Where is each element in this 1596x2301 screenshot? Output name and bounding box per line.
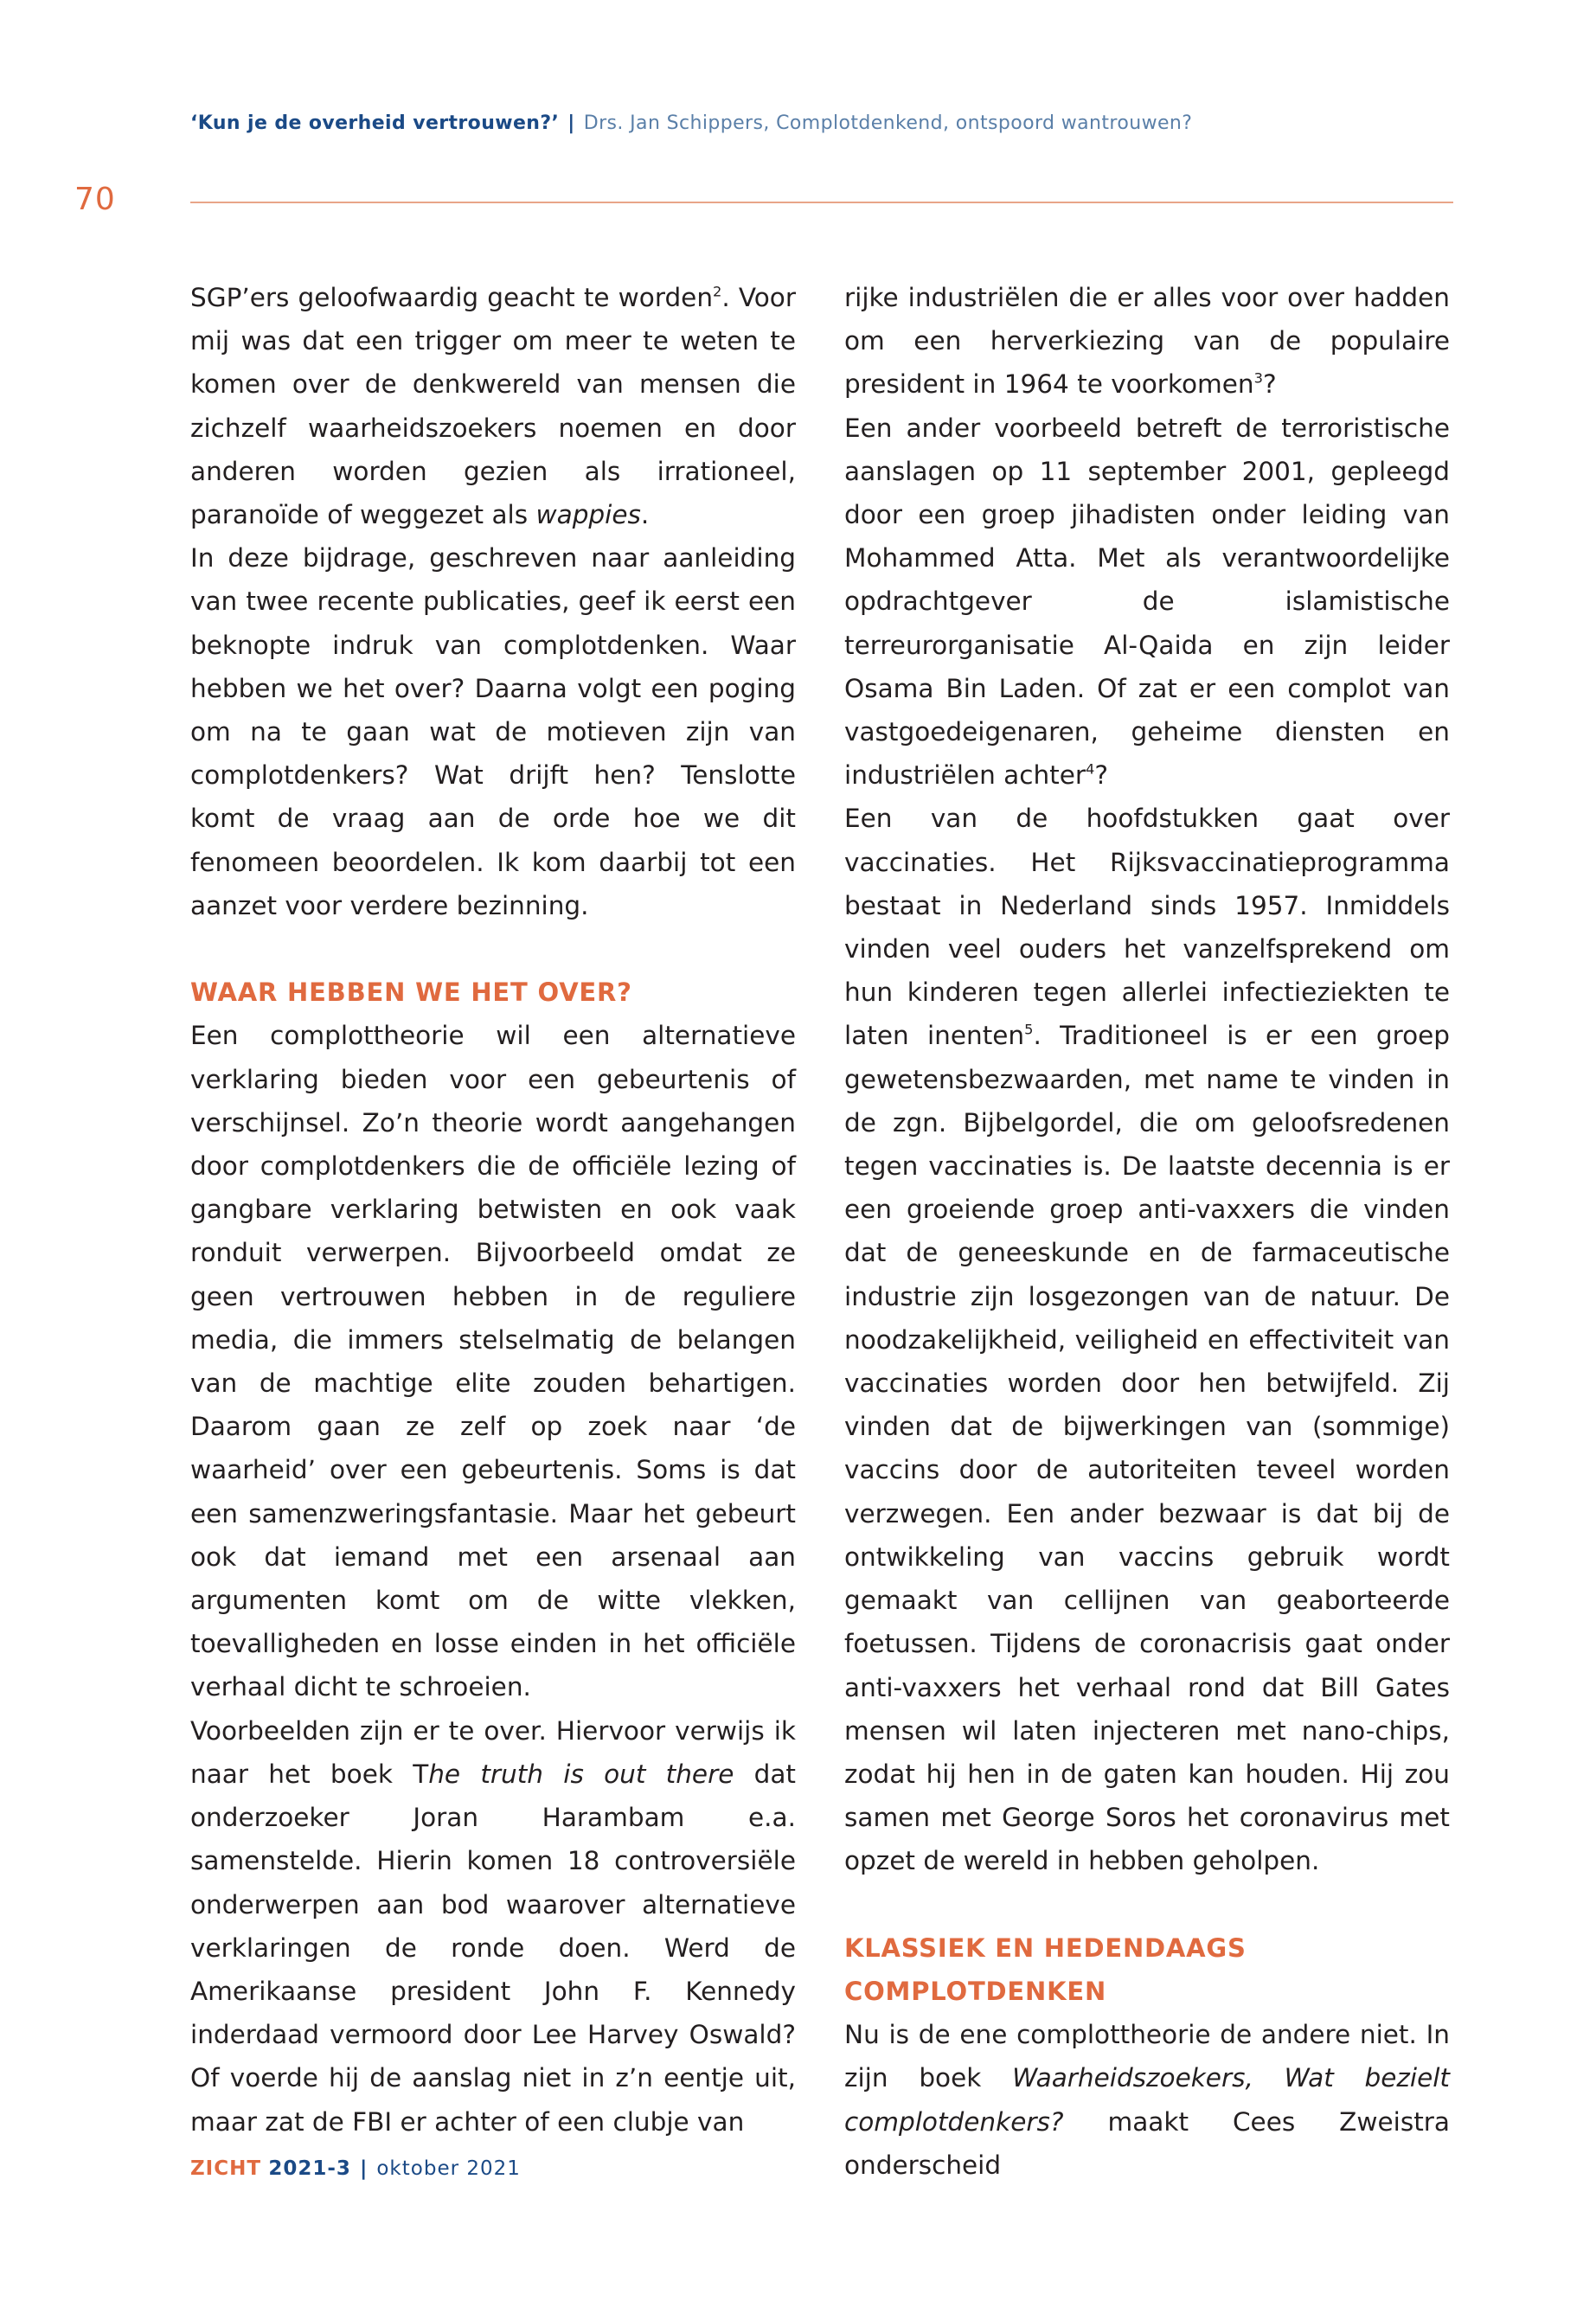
footnote-ref: 4 xyxy=(1085,760,1095,778)
running-head-title: ‘Kun je de overheid vertrouwen?’ xyxy=(190,112,560,134)
text-span: . xyxy=(640,500,650,530)
footer-separator: | xyxy=(359,2157,369,2180)
text-span: Voorbeelden zijn er te over. Hiervoor verwijs ik naar het boek T xyxy=(190,1715,796,1789)
paragraph-9-11 xyxy=(844,407,1450,798)
text-span: . Traditioneel is er een groep gewetensbezwaarden, met name te vinden in de zgn. Bijbelgordel, die om geloofsredenen tegen vaccinaties is. De laatste decennia is er een groeiende groep anti-vaxxers die vinden dat de geneeskunde en de farmaceutische industrie zijn losgezongen van de natuur. De noodzakelijkheid, veiligheid en effectiviteit van vaccinaties worden door hen betwijfeld. Zij vinden dat de bijwerkingen van (sommige) vaccins door de autoriteiten teveel worden verzwegen. Een ander bezwaar is dat bij de ontwikkeling van vaccins gebruik wordt gemaakt van cellijnen van geaborteerde foetussen. Tijdens de coronacrisis gaat onder anti-vaxxers het verhaal rond dat Bill Gates mensen wil laten injecteren met nano-chips, zodat hij hen in de gaten kan houden. Hij zou samen met George Soros het coronavirus met opzet de wereld in hebben geholpen. xyxy=(844,1021,1451,1876)
text-span: Nu is de ene complottheorie de andere niet. In zijn boek xyxy=(844,2020,1450,2093)
text-span: maakt Cees Zweistra onderscheid xyxy=(844,2106,1450,2180)
footnote-ref: 2 xyxy=(713,283,722,300)
running-head-separator: | xyxy=(567,112,575,134)
footer-issue: 2021-3 xyxy=(268,2157,351,2180)
footnote-ref: 3 xyxy=(1253,370,1263,388)
running-head xyxy=(190,112,1192,134)
footer-date: oktober 2021 xyxy=(376,2157,521,2180)
paragraph-definition: Een complottheorie wil een alternatieve verklaring bieden voor een gebeurtenis of verschijnsel. Zo’n theorie wordt aangehangen door complotdenkers die de officiële lezing of gangbare verklaring betwisten en ook vaak ronduit verwerpen. Bijvoorbeeld omdat ze geen vertrouwen hebben in de reguliere media, die immers stelselmatig de belangen van de machtige elite zouden behartigen. Daarom gaan ze zelf op zoek naar ‘de waarheid’ over een gebeurtenis. Soms is dat een samenzweringsfantasie. Maar het gebeurt ook dat iemand met een arsenaal aan argumenten komt om de witte vlekken, toevalligheden en losse einden in het officiële verhaal dicht te schroeien. xyxy=(190,1021,796,1702)
page-number: 70 xyxy=(74,182,116,217)
text-span: ? xyxy=(1094,760,1108,791)
left-column xyxy=(190,276,796,2144)
text-span: Een van de hoofdstukken gaat over vaccinaties. Het Rijksvaccinatieprogramma bestaat in Nederland sinds 1957. Inmiddels vinden veel ouders het vanzelfsprekend om hun kinderen tegen allerlei infectieziekten te laten inenten xyxy=(844,804,1450,1051)
right-column xyxy=(844,276,1450,2187)
running-head-subtitle: Drs. Jan Schippers, Complotdenkend, ontspoord wantrouwen? xyxy=(583,112,1193,134)
book-title: Waarheidszoekers, Wat bezielt complotdenkers? xyxy=(844,2063,1450,2137)
book-title: he truth is out there xyxy=(428,1759,734,1789)
footnote-ref: 5 xyxy=(1024,1022,1034,1039)
text-span: ? xyxy=(1262,369,1277,400)
paragraph-intro xyxy=(190,276,796,536)
paragraph-vaccinations xyxy=(844,797,1450,1882)
paragraph-zweistra xyxy=(844,2013,1450,2187)
paragraph-kennedy-continued xyxy=(844,276,1450,407)
paragraph-outline: In deze bijdrage, geschreven naar aanleiding van twee recente publicaties, geef ik eerst een beknopte indruk van complotdenken. Waar hebben we het over? Daarna volgt een poging om na te gaan wat de motieven zijn van complotdenkers? Wat drijft hen? Tenslotte komt de vraag aan de orde hoe we dit fenomeen beoordelen. Ik kom daarbij tot een aanzet voor verdere bezinning. xyxy=(190,543,796,920)
text-span: Een ander voorbeeld betreft de terroristische aanslagen op 11 september 2001, gepleegd door een groep jihadisten onder leiding van Mohammed Atta. Met als verantwoordelijke opdrachtgever de islamistische terreurorganisatie Al-Qaida en zijn leider Osama Bin Laden. Of zat er een complot van vastgoedeigenaren, geheime diensten en industriëlen achter xyxy=(844,413,1450,791)
text-span: rijke industriëlen die er alles voor over hadden om een herverkiezing van de populaire president in 1964 te voorkomen xyxy=(844,283,1450,400)
header-rule xyxy=(190,202,1453,203)
paragraph-examples xyxy=(190,1709,796,2144)
text-span: SGP’ers geloofwaardig geacht te worden xyxy=(190,283,714,312)
italic-term: wappies xyxy=(535,500,641,530)
text-span: . Voor mij was dat een trigger om meer te weten te komen over de denkwereld van mensen die zichzelf waarheidszoekers noemen en door anderen worden gezien als irrationeel, paranoïde of weggezet als xyxy=(190,283,796,530)
section-heading-klassiek: KLASSIEK EN HEDENDAAGS COMPLOTDENKEN xyxy=(844,1932,1247,2006)
footer-brand: ZICHT xyxy=(190,2157,262,2180)
section-heading-waar-hebben: WAAR HEBBEN WE HET OVER? xyxy=(190,977,632,1008)
text-span: dat onderzoeker Joran Harambam e.a. samenstelde. Hierin komen 18 controversiële onderwerpen aan bod waarover alternatieve verklaringen de ronde doen. Werd de Amerikaanse president John F. Kennedy inderdaad vermoord door Lee Harvey Oswald? Of voerde hij de aanslag niet in z’n eentje uit, maar zat de FBI er achter of een clubje van xyxy=(190,1759,796,2137)
footer xyxy=(190,2157,521,2180)
